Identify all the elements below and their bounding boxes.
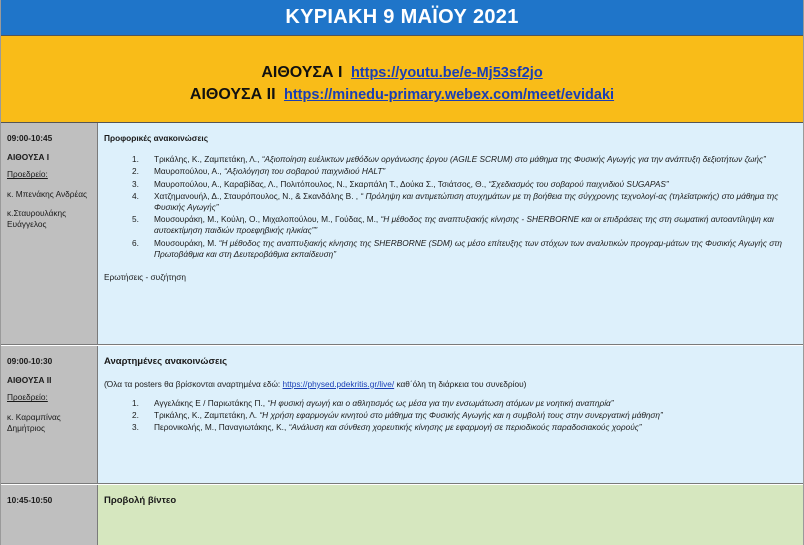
room-1-label: ΑΙΘΟΥΣΑ Ι <box>261 64 343 81</box>
session-video <box>1 485 803 545</box>
item-authors: Περονικολής, Μ., Παναγιωτάκης, Κ., <box>154 422 289 433</box>
session-oral <box>1 123 803 345</box>
room-line-2 <box>190 86 614 104</box>
item-title: “Αξιολόγηση του σοβαρού παιχνιδιού HALT” <box>224 166 386 177</box>
session-title: Αναρτημένες ανακοινώσεις <box>104 356 228 367</box>
item-title: “Σχεδιασμός του σοβαρού παιχνιδιού SUGAPAS” <box>488 178 669 189</box>
item-authors: Τρικάλης, Κ., Ζαμπετάκη, Λ., <box>154 154 262 165</box>
posters-note-post: καθ΄όλη τη διάρκεια του συνεδρίου) <box>394 378 527 389</box>
item-authors: Χατζημανουήλ, Δ., Σταυρόπουλος, Ν., & Σκανδάλης Β. , <box>154 190 361 201</box>
item-authors: Αγγελάκης Ε / Παριωτάκης Π., <box>154 398 268 408</box>
sessions <box>1 123 803 545</box>
posters-note <box>104 379 797 390</box>
list-item <box>132 154 797 165</box>
session-room: ΑΙΘΟΥΣΑ ΙΙ <box>7 375 52 386</box>
item-authors: Μουσουράκη, Μ. <box>154 237 219 248</box>
item-title: “Αξιοποίηση ευέλικτων μεθόδων οργάνωσης έργου (AGILE SCRUM) στο μάθημα της Φυσικής Αγωγής για την ανάπτυξη δεξιοτήτων ζωής” <box>261 154 766 165</box>
list-item <box>132 422 797 433</box>
item-authors: Μαυροπούλου, Α., Καραβίδας, Λ., Πολιτόπουλος, Ν., Σκαρπάλη Τ., Δούκα Σ., Τσιάτσος, Θ., <box>154 178 489 189</box>
item-authors: Τρικάλης, Κ., Ζαμπετάκη, Λ. <box>154 410 260 421</box>
chair-name: κ.Σταυρουλάκης Ευάγγελος <box>7 207 67 229</box>
rooms-banner <box>1 35 803 123</box>
room-line-1 <box>261 64 542 82</box>
item-number: 4. <box>132 190 139 201</box>
session-time: 10:45-10:50 <box>7 495 53 505</box>
session-content <box>98 346 803 483</box>
chairs-label: Προεδρείο: <box>7 392 48 403</box>
day-header <box>1 0 803 35</box>
item-number: 2. <box>132 166 139 177</box>
room-1-link[interactable]: https://youtu.be/e-Mj53sf2jo <box>350 65 543 81</box>
list-item <box>132 238 797 260</box>
item-authors: Μουσουράκη, Μ., Κούλη, Ο., Μιχαλοπούλου, Μ., Γούδας, Μ., <box>154 214 381 225</box>
chair-name: κ. Καραμπίνας Δημήτριος <box>7 411 61 433</box>
item-title: “Η φυσική αγωγή και ο αθλητισμός ως μέσα για την ενσωμάτωση ατόμων με νοητική αναπηρία” <box>267 398 614 408</box>
posters-link[interactable]: https://physed.pdekritis.gr/live/ <box>282 378 395 389</box>
posters-note-pre: (Όλα τα posters θα βρίσκονται αναρτημένα εδώ: <box>104 378 283 389</box>
item-number: 3. <box>132 422 139 433</box>
item-title: “ Πρόληψη και αντιμετώπιση ατυχημάτων με τη βοήθεια της σύγχρονης τεχνολογί-ας (τηλεϊατρικής) στο μάθημα της Φυσικής Αγωγής” <box>154 190 779 212</box>
item-number: 1. <box>132 154 139 165</box>
session-time: 09:00-10:45 <box>7 133 53 143</box>
list-item <box>132 179 797 190</box>
chairs-label: Προεδρείο: <box>7 169 48 180</box>
item-title: “Ανάλυση και σύνθεση χορευτικής κίνησης με εφαρμογή σε περιοδικούς παραδοσιακούς χορούς” <box>288 422 642 433</box>
day-title: ΚΥΡΙΑΚΗ 9 ΜΑΪΟΥ 2021 <box>285 6 519 28</box>
item-title: “Η χρήση εφαρμογών κινητού στο μάθημα της Φυσικής Αγωγής και η συμβολή τους στην συνεργατική μάθηση” <box>259 410 663 421</box>
room-2-label: ΑΙΘΟΥΣΑ ΙΙ <box>189 86 276 103</box>
item-title: “Η μέθοδος της αναπτυξιακής κίνησης - SHERBORNE και οι επιδράσεις της στη σωματική αυτοαντίληψη και αυτοεκτίμηση παιδιών προεφηβικής ηλικίας”” <box>154 214 774 236</box>
list-item <box>132 214 797 236</box>
session-info <box>1 346 98 483</box>
list-item <box>132 398 797 409</box>
session-title: Προφορικές ανακοινώσεις <box>104 133 209 143</box>
room-2-link[interactable]: https://minedu-primary.webex.com/meet/evidaki <box>283 87 615 103</box>
item-number: 3. <box>132 178 139 189</box>
session-content <box>98 485 803 545</box>
session-title: Προβολή βίντεο <box>104 495 177 506</box>
presentation-list <box>132 154 797 260</box>
item-number: 2. <box>132 410 139 421</box>
list-item <box>132 166 797 177</box>
chair-name: κ. Μπενάκης Ανδρέας <box>7 188 88 199</box>
list-item <box>132 191 797 213</box>
session-time: 09:00-10:30 <box>7 356 53 366</box>
discussion-note: Ερωτήσεις - συζήτηση <box>104 271 186 282</box>
list-item <box>132 410 797 421</box>
item-number: 5. <box>132 214 139 225</box>
poster-list <box>132 398 797 434</box>
session-content <box>98 123 803 344</box>
item-title: “Η μέθοδος της αναπτυξιακής κίνησης της SHERBORNE (SDM) ως μέσο επίτευξης των στόχων των αναλυτικών προγραμ-μάτων της Φυσικής Αγωγής στη Πρωτοβάθμια και στη Δευτεροβάθμια εκπαίδευση” <box>154 237 782 259</box>
item-number: 6. <box>132 237 139 248</box>
item-authors: Μαυροπούλου, Α., <box>154 166 224 177</box>
session-room: ΑΙΘΟΥΣΑ Ι <box>7 152 50 163</box>
item-number: 1. <box>132 398 139 408</box>
session-info <box>1 123 98 344</box>
session-posters <box>1 346 803 484</box>
session-info <box>1 485 98 545</box>
